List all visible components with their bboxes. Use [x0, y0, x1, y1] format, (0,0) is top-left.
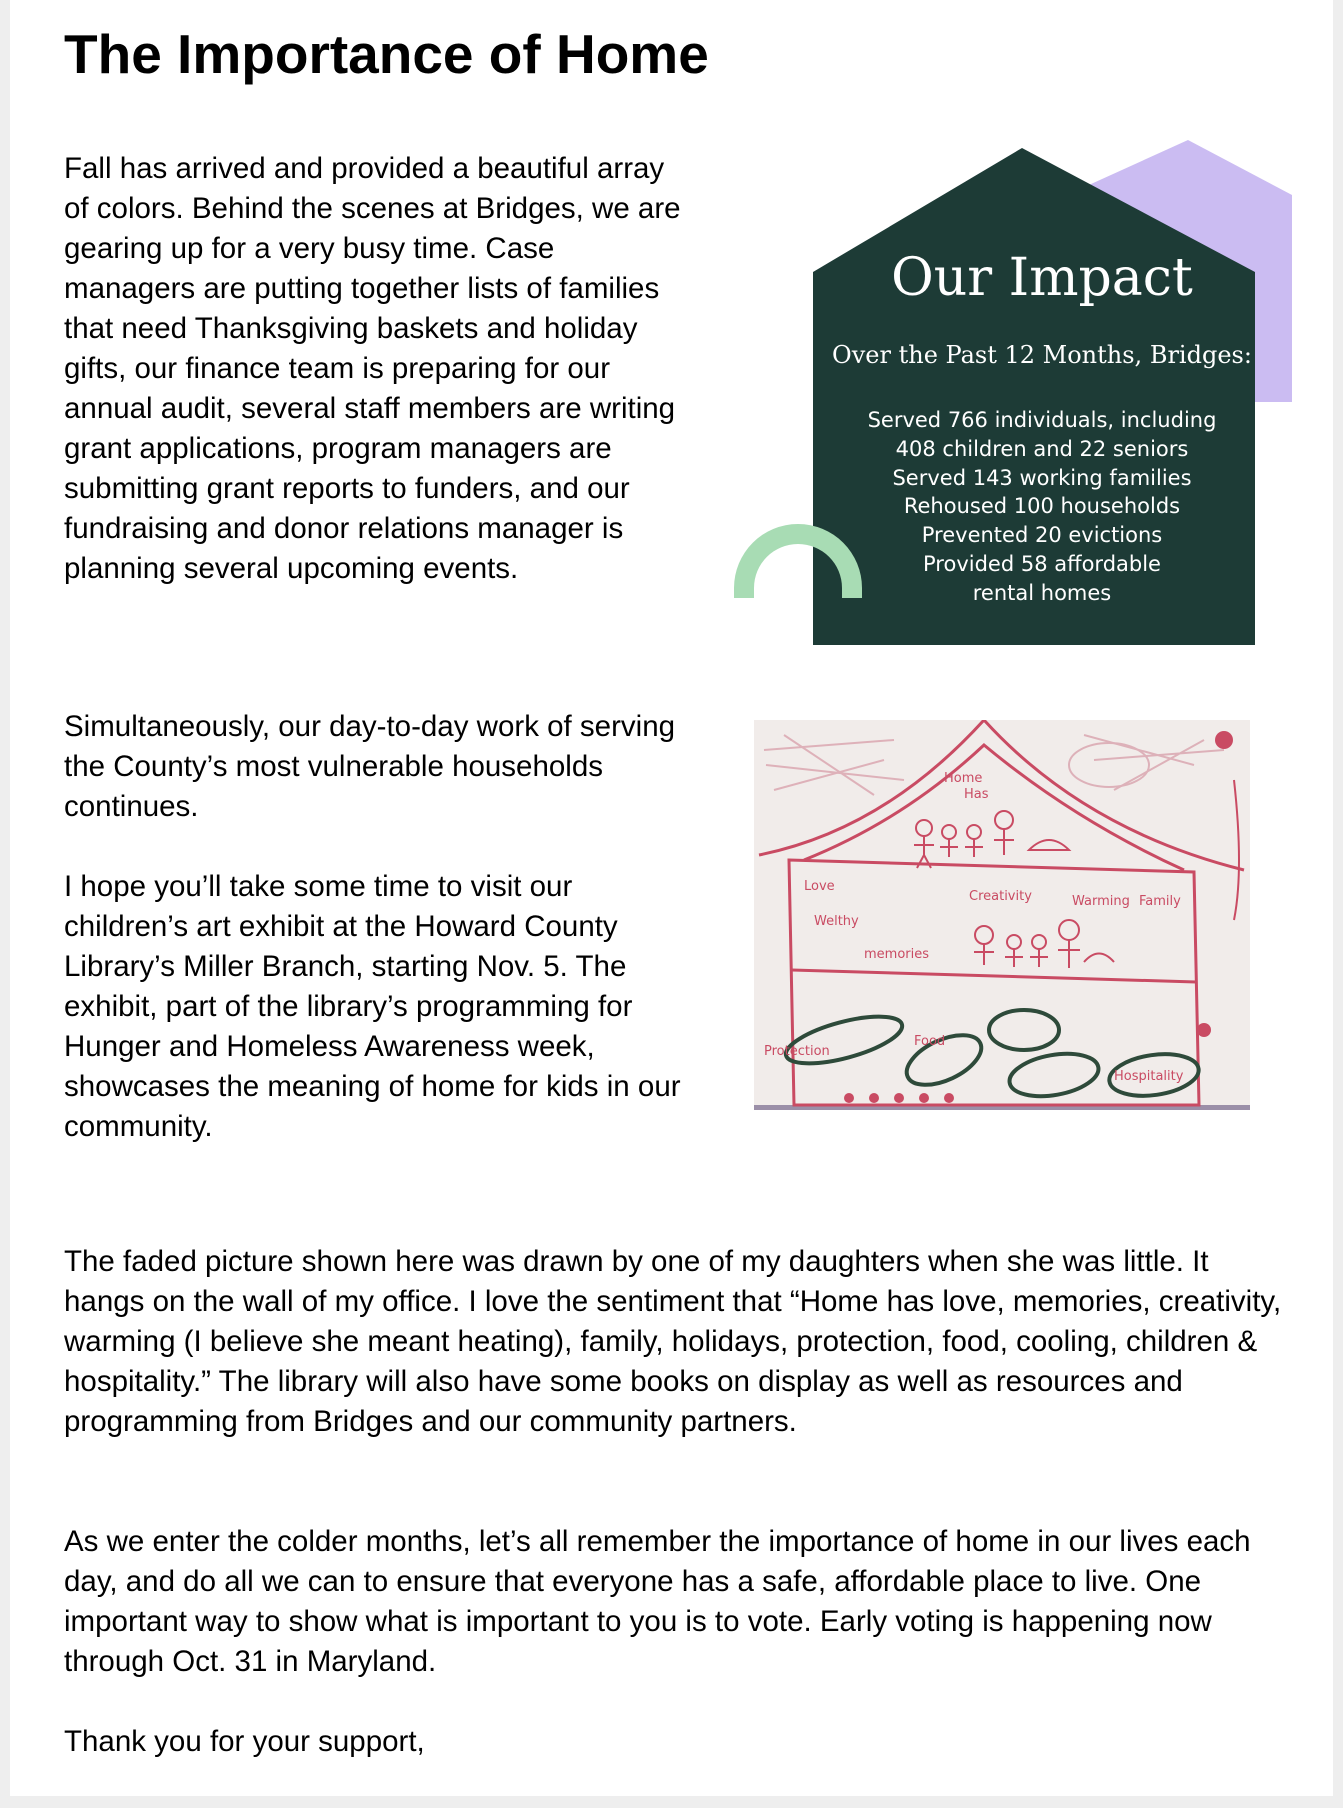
drawing-word: Home: [944, 771, 983, 786]
impact-line: Served 766 individuals, including: [867, 408, 1217, 432]
impact-line: Rehoused 100 households: [903, 494, 1181, 519]
newsletter-page: [10, 0, 1333, 1796]
article-paragraph-2: Simultaneously, our day-to-day work of serving the County’s most vulnerable households continues.: [64, 710, 676, 823]
article-title: The Importance of Home: [64, 23, 709, 85]
drawing-word: Protection: [764, 1044, 830, 1059]
article-closing: Thank you for your support,: [64, 1725, 425, 1758]
article-paragraph-3: I hope you’ll take some time to visit our children’s art exhibit at the Howard County Library’s Miller Branch, starting Nov. 5. The exhibit, part of the library’s programming for Hunger and Homeless Awareness week, showcases the meaning of home for kids in our community.: [64, 870, 681, 1143]
drawing-word: Creativity: [969, 889, 1032, 904]
impact-graphic: [720, 140, 1300, 660]
article-paragraph-1: Fall has arrived and provided a beautiful array of colors. Behind the scenes at Bridges, we are gearing up for a very busy time. Case managers are putting together lists of families that need Thanksgiving baskets and holiday gifts, our finance team is preparing for our annual audit, several staff members are writing grant applications, program managers are submitting grant reports to funders, and our fundraising and donor relations manager is planning several upcoming events.: [64, 152, 681, 585]
impact-line: Provided 58 affordable: [923, 551, 1161, 576]
drawing-word: Love: [804, 879, 835, 894]
impact-line: rental homes: [972, 580, 1112, 605]
drawing-word: Food: [914, 1034, 946, 1049]
drawing-word: Welthy: [814, 914, 859, 929]
article-paragraph-4: The faded picture shown here was drawn by one of my daughters when she was little. It hangs on the wall of my office. I love the sentiment that “Home has love, memories, creativity, warming (I believe she meant heating), family, holidays, protection, food, cooling, children & hospitality.” The library will also have some books on display as well as resources and programming from Bridges and our community partners.: [64, 1245, 1282, 1438]
drawing-word: Hospitality: [1114, 1069, 1184, 1084]
impact-line: 408 children and 22 seniors: [895, 436, 1189, 461]
drawing-word: memories: [864, 947, 930, 962]
article-paragraph-5: As we enter the colder months, let’s all remember the importance of home in our lives each day, and do all we can to ensure that everyone has a safe, affordable place to live. One important way to show what is important to you is to vote. Early voting is happening now through Oct. 31 in Maryland.: [64, 1525, 1251, 1678]
drawing-word: Family: [1139, 894, 1181, 909]
impact-title: Our Impact: [891, 248, 1193, 308]
impact-line: Served 143 working families: [892, 465, 1192, 490]
impact-subtitle: Over the Past 12 Months, Bridges:: [832, 341, 1252, 369]
impact-stats-list: [820, 406, 1264, 608]
impact-line: Prevented 20 evictions: [921, 523, 1163, 548]
drawing-word: Warming: [1072, 894, 1130, 909]
drawing-word: Has: [964, 787, 989, 802]
childs-house-drawing: [754, 720, 1250, 1110]
